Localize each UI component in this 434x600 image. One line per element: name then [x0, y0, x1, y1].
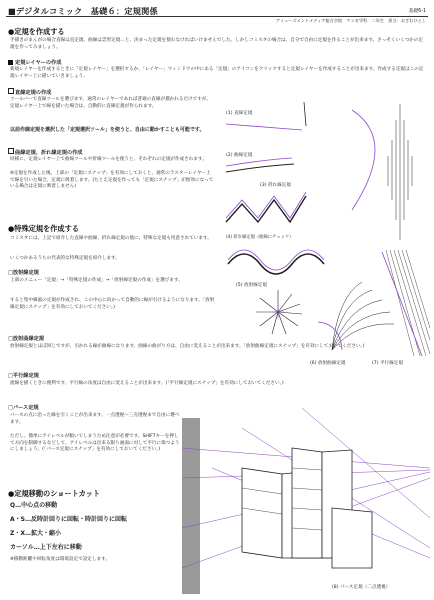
course-info: アミューズメントメディア総合学院 マンガ学科 二年生 担当：おざわひとし: [275, 18, 426, 23]
parallel-ruler-text: 流線を描くときに便利です。平行線の角度は自由に変えることが出来ます。(「平行線定規にスナップ」を有効にしておいてください。): [10, 381, 284, 386]
subheading-ruler-layer: 定規レイヤーの作成: [8, 59, 61, 66]
section-heading-shortcuts: ●定規移動のショートカット: [8, 489, 101, 498]
ruler-examples-illustration: [222, 100, 432, 370]
radial-ruler-text-2: すると集中線風の定規が作成され、この中心に向かって自動的に線が引けるようになります。「放射線定規にスナップ」を有効にしておいてください。): [10, 298, 215, 310]
subheading-parallel-ruler: □平行線定規: [8, 373, 39, 379]
perspective-ruler-text: パースの点に沿った線を引くことが出来ます。一点透視〜三点透視まで自由に選べます。: [10, 413, 180, 425]
section-intro: 手描きのまんがの場合直線は直定規、曲線は雲形定規…と、決まった定規を使わなければいけませんでした。しかしコミスタの場合は、自分で自由に定規を作ることが出来ます。さっそくいくつかの定規を作ってみましょう。: [10, 38, 424, 50]
special-ruler-text: コミスタには、上記で紹介した直線や曲線、折れ線定規の他に、特殊な定規も用意されています。: [10, 236, 212, 241]
straight-ruler-tip: 以前作線定規を選択した「定規選択ツール」を使うと、自由に動かすことも可能です。: [10, 127, 205, 133]
figure-label-polyline: (3) 折れ線定規: [260, 183, 291, 188]
document-title: ■デジタルコミック 基礎６：定規関係: [8, 6, 158, 16]
subheading-curve-ruler: 曲線定規、折れ線定規の作成: [8, 148, 82, 156]
subheading-radial-ruler: □放射線定規: [8, 270, 39, 276]
radial-ruler-text: 上部のメニュー「定規」→「特殊定規の作成」→「放射線定規の作成」を選びます。: [10, 278, 183, 283]
ruler-layer-text: 新規レイヤーを作成するときに「定規レイヤー」を選択するか、「レイヤー」ウィンドウの中にある「定規」のアイコンをクリックすると定規レイヤーを作成することが出来ます。作成する定規はこの定規レイヤー上に描いていきましょう。: [10, 67, 424, 79]
section-heading-create-ruler: ●定規を作成する: [8, 27, 65, 36]
curve-ruler-text: 同様に、定規レイヤー上で曲線ツールや折線ツールを使うと、それぞれの定規が作成されます。: [10, 157, 207, 162]
subheading-perspective-ruler: □パース定規: [8, 405, 39, 411]
radial-curve-ruler-text: 放射線定規とほぼ同じですが、引かれる線が曲線になります。曲線の曲がり方は、自由に変えることが出来ます。「放射曲線定規にスナップ」を有効にしておいてください。): [10, 344, 365, 349]
figure-label-polyline-curve: (4) 折れ線定規（曲線にチェック）: [226, 235, 294, 240]
figure-label-radial: (5) 放射線定規: [236, 283, 267, 288]
shortcut-item: Q…中心点の移動: [10, 502, 58, 509]
shortcut-item: Z・X…拡大・縮小: [10, 530, 61, 537]
special-ruler-text-2: いくつかあるうちの代表的な特殊定規を紹介します。: [10, 256, 120, 261]
figure-label-parallel: (7) 平行線定規: [372, 361, 403, 366]
page-number: 基礎6-1: [408, 9, 426, 14]
figure-label-perspective: (8) パース定規（二点透視）: [332, 585, 391, 590]
subheading-radial-curve-ruler: □放射曲線定規: [8, 336, 45, 342]
header-rule: [6, 16, 428, 17]
figure-label-radial-curve: (6) 放射曲線定規: [310, 361, 346, 366]
shortcut-item: A・S…反時計回りに回転・時計回りに回転: [10, 516, 127, 523]
curve-ruler-note: ※定規を作成した後、上部の「定規にスナップ」を有効にしておくと、通常のラスターレイヤー上で線を引いた場合、定規に吸着します。(たとえ定規を作っても「定規にスナップ」が無効になっている場合は定規に吸着しません): [10, 171, 214, 190]
straight-ruler-text: ツールバーで直線ツールを選びます。通常のレイヤーであれば普通の直線が描かれるだけですが、定規レイヤー上で線を描いた場合は、自動的に直線定規が作られます。: [10, 97, 212, 109]
section-heading-special-ruler: ●特殊定規を作成する: [8, 224, 79, 233]
figure-label-curve: (2) 曲線定規: [226, 153, 253, 158]
shortcut-note: ※移動距離や回転角度は環境設定で設定します。: [10, 557, 110, 562]
subheading-straight-ruler: 直線定規の作成: [8, 88, 51, 96]
figure-label-straight: (1) 直線定規: [226, 111, 253, 116]
shortcut-item: カーソル…上下左右に移動: [10, 544, 82, 551]
perspective-ruler-text-2: ただし、簡単にアイレベルが傾いてしまうため注意が必要です。SHIFTキーを押して方向を制御するなどして、アイレベルは出来る限り画面に対して平行に保つようにしましょう。(「パース定規にスナップ」を有効にしておいてください。): [10, 434, 180, 453]
perspective-illustration: [182, 408, 430, 594]
